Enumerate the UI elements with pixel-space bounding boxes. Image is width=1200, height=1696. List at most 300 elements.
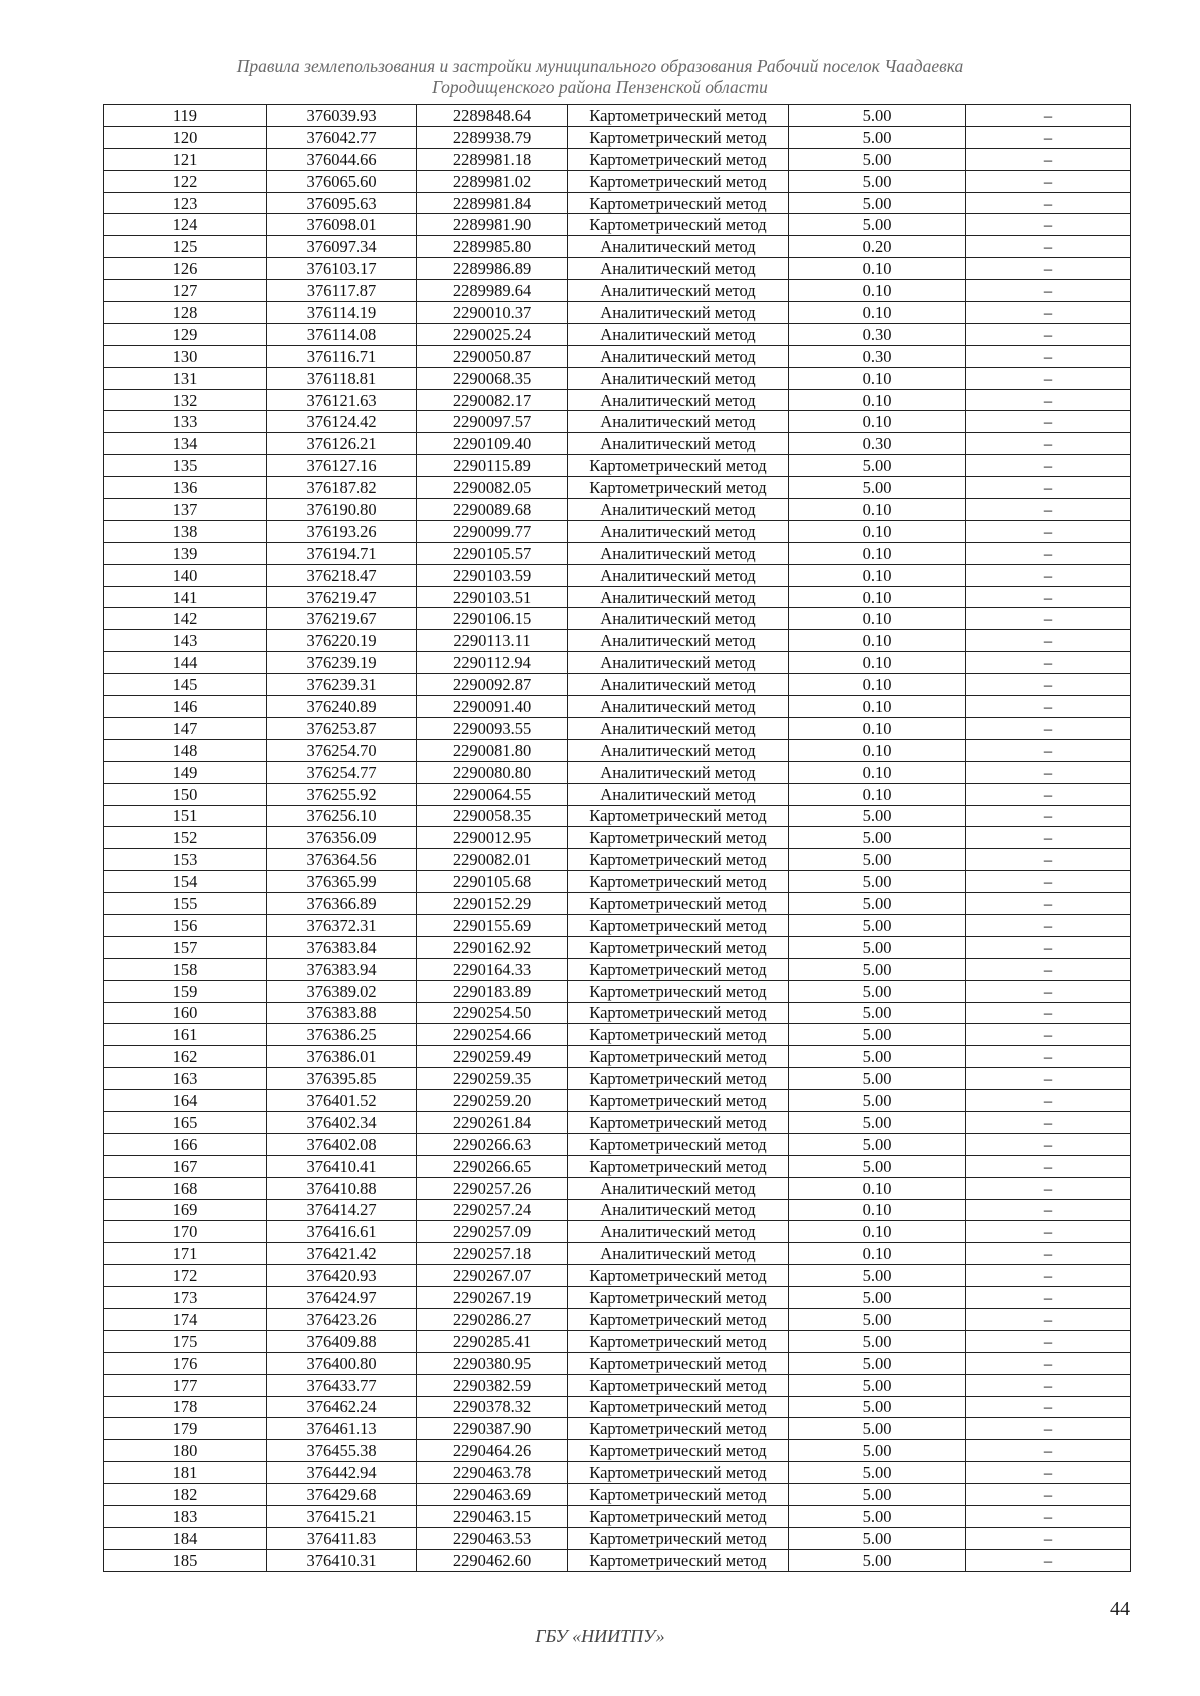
method-cell: Картометрический метод — [568, 1308, 789, 1330]
accuracy-cell: 5.00 — [789, 1308, 966, 1330]
accuracy-cell: 0.10 — [789, 696, 966, 718]
accuracy-cell: 5.00 — [789, 1506, 966, 1528]
point-number-cell: 182 — [104, 1484, 267, 1506]
y-coordinate-cell: 2290113.11 — [417, 630, 568, 652]
table-row — [104, 1462, 1131, 1484]
x-coordinate-cell: 376065.60 — [267, 170, 417, 192]
accuracy-cell: 5.00 — [789, 827, 966, 849]
accuracy-cell: 5.00 — [789, 1090, 966, 1112]
y-coordinate-cell: 2290162.92 — [417, 936, 568, 958]
accuracy-cell: 5.00 — [789, 1374, 966, 1396]
x-coordinate-cell: 376117.87 — [267, 280, 417, 302]
remark-cell: – — [966, 455, 1131, 477]
point-number-cell: 172 — [104, 1265, 267, 1287]
x-coordinate-cell: 376366.89 — [267, 893, 417, 915]
x-coordinate-cell: 376386.25 — [267, 1024, 417, 1046]
point-number-cell: 161 — [104, 1024, 267, 1046]
remark-cell: – — [966, 1418, 1131, 1440]
remark-cell: – — [966, 1002, 1131, 1024]
y-coordinate-cell: 2290099.77 — [417, 520, 568, 542]
remark-cell: – — [966, 411, 1131, 433]
method-cell: Аналитический метод — [568, 1199, 789, 1221]
table-row — [104, 1527, 1131, 1549]
y-coordinate-cell: 2290285.41 — [417, 1330, 568, 1352]
x-coordinate-cell: 376256.10 — [267, 805, 417, 827]
point-number-cell: 142 — [104, 608, 267, 630]
remark-cell: – — [966, 1440, 1131, 1462]
remark-cell: – — [966, 1287, 1131, 1309]
x-coordinate-cell: 376421.42 — [267, 1243, 417, 1265]
x-coordinate-cell: 376187.82 — [267, 477, 417, 499]
table-row — [104, 1243, 1131, 1265]
page-number: 44 — [1110, 1598, 1130, 1620]
y-coordinate-cell: 2290103.51 — [417, 586, 568, 608]
remark-cell: – — [966, 126, 1131, 148]
accuracy-cell: 0.10 — [789, 280, 966, 302]
table-row — [104, 805, 1131, 827]
method-cell: Аналитический метод — [568, 608, 789, 630]
method-cell: Картометрический метод — [568, 827, 789, 849]
y-coordinate-cell: 2289981.18 — [417, 148, 568, 170]
method-cell: Картометрический метод — [568, 980, 789, 1002]
y-coordinate-cell: 2290254.66 — [417, 1024, 568, 1046]
y-coordinate-cell: 2290091.40 — [417, 696, 568, 718]
method-cell: Картометрический метод — [568, 455, 789, 477]
method-cell: Аналитический метод — [568, 630, 789, 652]
x-coordinate-cell: 376401.52 — [267, 1090, 417, 1112]
remark-cell: – — [966, 323, 1131, 345]
x-coordinate-cell: 376219.47 — [267, 586, 417, 608]
accuracy-cell: 5.00 — [789, 958, 966, 980]
accuracy-cell: 0.30 — [789, 433, 966, 455]
table-row — [104, 433, 1131, 455]
method-cell: Аналитический метод — [568, 717, 789, 739]
x-coordinate-cell: 376395.85 — [267, 1068, 417, 1090]
point-number-cell: 157 — [104, 936, 267, 958]
y-coordinate-cell: 2290463.15 — [417, 1506, 568, 1528]
y-coordinate-cell: 2290068.35 — [417, 367, 568, 389]
accuracy-cell: 5.00 — [789, 805, 966, 827]
point-number-cell: 180 — [104, 1440, 267, 1462]
method-cell: Аналитический метод — [568, 236, 789, 258]
accuracy-cell: 0.10 — [789, 1177, 966, 1199]
y-coordinate-cell: 2290082.05 — [417, 477, 568, 499]
remark-cell: – — [966, 1111, 1131, 1133]
x-coordinate-cell: 376386.01 — [267, 1046, 417, 1068]
method-cell: Картометрический метод — [568, 805, 789, 827]
x-coordinate-cell: 376116.71 — [267, 345, 417, 367]
point-number-cell: 128 — [104, 302, 267, 324]
accuracy-cell: 0.10 — [789, 499, 966, 521]
accuracy-cell: 0.10 — [789, 717, 966, 739]
point-number-cell: 174 — [104, 1308, 267, 1330]
method-cell: Картометрический метод — [568, 1418, 789, 1440]
table-row — [104, 499, 1131, 521]
table-row — [104, 1287, 1131, 1309]
method-cell: Аналитический метод — [568, 389, 789, 411]
table-row — [104, 1440, 1131, 1462]
remark-cell: – — [966, 696, 1131, 718]
accuracy-cell: 0.30 — [789, 345, 966, 367]
document-header — [100, 56, 1100, 98]
y-coordinate-cell: 2290155.69 — [417, 914, 568, 936]
x-coordinate-cell: 376423.26 — [267, 1308, 417, 1330]
accuracy-cell: 5.00 — [789, 893, 966, 915]
remark-cell: – — [966, 520, 1131, 542]
table-row — [104, 148, 1131, 170]
point-number-cell: 119 — [104, 105, 267, 127]
remark-cell: – — [966, 1068, 1131, 1090]
remark-cell: – — [966, 914, 1131, 936]
x-coordinate-cell: 376433.77 — [267, 1374, 417, 1396]
point-number-cell: 134 — [104, 433, 267, 455]
method-cell: Картометрический метод — [568, 893, 789, 915]
method-cell: Картометрический метод — [568, 1090, 789, 1112]
point-number-cell: 171 — [104, 1243, 267, 1265]
remark-cell: – — [966, 893, 1131, 915]
point-number-cell: 179 — [104, 1418, 267, 1440]
table-row — [104, 170, 1131, 192]
x-coordinate-cell: 376420.93 — [267, 1265, 417, 1287]
point-number-cell: 126 — [104, 258, 267, 280]
point-number-cell: 158 — [104, 958, 267, 980]
y-coordinate-cell: 2289981.90 — [417, 214, 568, 236]
y-coordinate-cell: 2290463.53 — [417, 1527, 568, 1549]
y-coordinate-cell: 2290462.60 — [417, 1549, 568, 1571]
accuracy-cell: 0.10 — [789, 630, 966, 652]
x-coordinate-cell: 376410.88 — [267, 1177, 417, 1199]
remark-cell: – — [966, 499, 1131, 521]
x-coordinate-cell: 376411.83 — [267, 1527, 417, 1549]
table-row — [104, 1068, 1131, 1090]
remark-cell: – — [966, 389, 1131, 411]
accuracy-cell: 0.10 — [789, 564, 966, 586]
table-row — [104, 696, 1131, 718]
point-number-cell: 160 — [104, 1002, 267, 1024]
y-coordinate-cell: 2290105.57 — [417, 542, 568, 564]
table-row — [104, 630, 1131, 652]
table-row — [104, 1155, 1131, 1177]
point-number-cell: 120 — [104, 126, 267, 148]
remark-cell: – — [966, 1352, 1131, 1374]
point-number-cell: 156 — [104, 914, 267, 936]
method-cell: Картометрический метод — [568, 1133, 789, 1155]
x-coordinate-cell: 376461.13 — [267, 1418, 417, 1440]
x-coordinate-cell: 376254.77 — [267, 761, 417, 783]
y-coordinate-cell: 2290387.90 — [417, 1418, 568, 1440]
table-row — [104, 1352, 1131, 1374]
accuracy-cell: 0.10 — [789, 608, 966, 630]
accuracy-cell: 0.10 — [789, 258, 966, 280]
table-row — [104, 936, 1131, 958]
table-row — [104, 849, 1131, 871]
method-cell: Аналитический метод — [568, 258, 789, 280]
table-row — [104, 1418, 1131, 1440]
method-cell: Картометрический метод — [568, 1440, 789, 1462]
table-row — [104, 893, 1131, 915]
point-number-cell: 140 — [104, 564, 267, 586]
y-coordinate-cell: 2290257.18 — [417, 1243, 568, 1265]
x-coordinate-cell: 376414.27 — [267, 1199, 417, 1221]
accuracy-cell: 5.00 — [789, 1046, 966, 1068]
point-number-cell: 129 — [104, 323, 267, 345]
remark-cell: – — [966, 761, 1131, 783]
table-row — [104, 717, 1131, 739]
accuracy-cell: 0.10 — [789, 520, 966, 542]
accuracy-cell: 5.00 — [789, 1133, 966, 1155]
table-row — [104, 1024, 1131, 1046]
x-coordinate-cell: 376194.71 — [267, 542, 417, 564]
y-coordinate-cell: 2290259.35 — [417, 1068, 568, 1090]
x-coordinate-cell: 376356.09 — [267, 827, 417, 849]
method-cell: Картометрический метод — [568, 1484, 789, 1506]
x-coordinate-cell: 376127.16 — [267, 455, 417, 477]
table-row — [104, 827, 1131, 849]
remark-cell: – — [966, 1265, 1131, 1287]
table-row — [104, 1374, 1131, 1396]
x-coordinate-cell: 376365.99 — [267, 871, 417, 893]
x-coordinate-cell: 376240.89 — [267, 696, 417, 718]
method-cell: Аналитический метод — [568, 367, 789, 389]
method-cell: Картометрический метод — [568, 936, 789, 958]
accuracy-cell: 5.00 — [789, 1024, 966, 1046]
table-row — [104, 302, 1131, 324]
x-coordinate-cell: 376044.66 — [267, 148, 417, 170]
accuracy-cell: 5.00 — [789, 871, 966, 893]
table-row — [104, 345, 1131, 367]
y-coordinate-cell: 2290286.27 — [417, 1308, 568, 1330]
method-cell: Картометрический метод — [568, 1352, 789, 1374]
table-row — [104, 761, 1131, 783]
table-row — [104, 477, 1131, 499]
table-row — [104, 455, 1131, 477]
remark-cell: – — [966, 674, 1131, 696]
point-number-cell: 159 — [104, 980, 267, 1002]
accuracy-cell: 0.10 — [789, 783, 966, 805]
remark-cell: – — [966, 477, 1131, 499]
remark-cell: – — [966, 1243, 1131, 1265]
table-row — [104, 411, 1131, 433]
method-cell: Аналитический метод — [568, 520, 789, 542]
y-coordinate-cell: 2290257.24 — [417, 1199, 568, 1221]
point-number-cell: 145 — [104, 674, 267, 696]
remark-cell: – — [966, 739, 1131, 761]
table-row — [104, 739, 1131, 761]
point-number-cell: 146 — [104, 696, 267, 718]
x-coordinate-cell: 376383.84 — [267, 936, 417, 958]
method-cell: Аналитический метод — [568, 1177, 789, 1199]
x-coordinate-cell: 376424.97 — [267, 1287, 417, 1309]
accuracy-cell: 5.00 — [789, 214, 966, 236]
method-cell: Картометрический метод — [568, 1068, 789, 1090]
table-row — [104, 1046, 1131, 1068]
accuracy-cell: 0.20 — [789, 236, 966, 258]
remark-cell: – — [966, 1221, 1131, 1243]
accuracy-cell: 0.10 — [789, 1199, 966, 1221]
document-footer: ГБУ «НИИТПУ» — [535, 1626, 665, 1646]
method-cell: Картометрический метод — [568, 1024, 789, 1046]
x-coordinate-cell: 376462.24 — [267, 1396, 417, 1418]
remark-cell: – — [966, 1549, 1131, 1571]
remark-cell: – — [966, 958, 1131, 980]
y-coordinate-cell: 2289848.64 — [417, 105, 568, 127]
y-coordinate-cell: 2290152.29 — [417, 893, 568, 915]
point-number-cell: 173 — [104, 1287, 267, 1309]
point-number-cell: 154 — [104, 871, 267, 893]
table-row — [104, 192, 1131, 214]
table-row — [104, 980, 1131, 1002]
x-coordinate-cell: 376389.02 — [267, 980, 417, 1002]
remark-cell: – — [966, 214, 1131, 236]
method-cell: Аналитический метод — [568, 411, 789, 433]
x-coordinate-cell: 376400.80 — [267, 1352, 417, 1374]
remark-cell: – — [966, 1527, 1131, 1549]
y-coordinate-cell: 2290064.55 — [417, 783, 568, 805]
accuracy-cell: 5.00 — [789, 1002, 966, 1024]
x-coordinate-cell: 376409.88 — [267, 1330, 417, 1352]
accuracy-cell: 0.10 — [789, 674, 966, 696]
method-cell: Аналитический метод — [568, 674, 789, 696]
point-number-cell: 144 — [104, 652, 267, 674]
y-coordinate-cell: 2290081.80 — [417, 739, 568, 761]
x-coordinate-cell: 376402.34 — [267, 1111, 417, 1133]
method-cell: Аналитический метод — [568, 739, 789, 761]
remark-cell: – — [966, 936, 1131, 958]
x-coordinate-cell: 376095.63 — [267, 192, 417, 214]
y-coordinate-cell: 2290464.26 — [417, 1440, 568, 1462]
point-number-cell: 162 — [104, 1046, 267, 1068]
method-cell: Картометрический метод — [568, 1506, 789, 1528]
table-row — [104, 258, 1131, 280]
method-cell: Картометрический метод — [568, 1111, 789, 1133]
table-row — [104, 586, 1131, 608]
table-row — [104, 542, 1131, 564]
point-number-cell: 167 — [104, 1155, 267, 1177]
remark-cell: – — [966, 1330, 1131, 1352]
x-coordinate-cell: 376383.88 — [267, 1002, 417, 1024]
remark-cell: – — [966, 849, 1131, 871]
table-row — [104, 105, 1131, 127]
accuracy-cell: 5.00 — [789, 126, 966, 148]
method-cell: Картометрический метод — [568, 1374, 789, 1396]
accuracy-cell: 5.00 — [789, 170, 966, 192]
accuracy-cell: 0.10 — [789, 542, 966, 564]
table-row — [104, 1002, 1131, 1024]
remark-cell: – — [966, 1484, 1131, 1506]
remark-cell: – — [966, 280, 1131, 302]
y-coordinate-cell: 2290105.68 — [417, 871, 568, 893]
method-cell: Аналитический метод — [568, 302, 789, 324]
accuracy-cell: 5.00 — [789, 936, 966, 958]
point-number-cell: 170 — [104, 1221, 267, 1243]
x-coordinate-cell: 376239.31 — [267, 674, 417, 696]
method-cell: Аналитический метод — [568, 696, 789, 718]
point-number-cell: 184 — [104, 1527, 267, 1549]
table-row — [104, 608, 1131, 630]
method-cell: Картометрический метод — [568, 1527, 789, 1549]
x-coordinate-cell: 376410.31 — [267, 1549, 417, 1571]
accuracy-cell: 5.00 — [789, 1352, 966, 1374]
x-coordinate-cell: 376097.34 — [267, 236, 417, 258]
accuracy-cell: 5.00 — [789, 849, 966, 871]
remark-cell: – — [966, 586, 1131, 608]
point-number-cell: 133 — [104, 411, 267, 433]
y-coordinate-cell: 2290380.95 — [417, 1352, 568, 1374]
point-number-cell: 168 — [104, 1177, 267, 1199]
point-number-cell: 148 — [104, 739, 267, 761]
y-coordinate-cell: 2289981.02 — [417, 170, 568, 192]
remark-cell: – — [966, 1046, 1131, 1068]
accuracy-cell: 5.00 — [789, 1462, 966, 1484]
method-cell: Картометрический метод — [568, 958, 789, 980]
x-coordinate-cell: 376239.19 — [267, 652, 417, 674]
y-coordinate-cell: 2290103.59 — [417, 564, 568, 586]
table-row — [104, 520, 1131, 542]
remark-cell: – — [966, 1308, 1131, 1330]
point-number-cell: 132 — [104, 389, 267, 411]
y-coordinate-cell: 2290109.40 — [417, 433, 568, 455]
x-coordinate-cell: 376190.80 — [267, 499, 417, 521]
accuracy-cell: 0.10 — [789, 652, 966, 674]
method-cell: Картометрический метод — [568, 105, 789, 127]
remark-cell: – — [966, 630, 1131, 652]
remark-cell: – — [966, 980, 1131, 1002]
x-coordinate-cell: 376383.94 — [267, 958, 417, 980]
remark-cell: – — [966, 717, 1131, 739]
y-coordinate-cell: 2290164.33 — [417, 958, 568, 980]
accuracy-cell: 0.10 — [789, 739, 966, 761]
accuracy-cell: 5.00 — [789, 1330, 966, 1352]
point-number-cell: 127 — [104, 280, 267, 302]
y-coordinate-cell: 2290267.19 — [417, 1287, 568, 1309]
y-coordinate-cell: 2290261.84 — [417, 1111, 568, 1133]
accuracy-cell: 5.00 — [789, 1527, 966, 1549]
remark-cell: – — [966, 871, 1131, 893]
point-number-cell: 152 — [104, 827, 267, 849]
method-cell: Картометрический метод — [568, 871, 789, 893]
accuracy-cell: 5.00 — [789, 1396, 966, 1418]
point-number-cell: 141 — [104, 586, 267, 608]
y-coordinate-cell: 2290257.09 — [417, 1221, 568, 1243]
y-coordinate-cell: 2290254.50 — [417, 1002, 568, 1024]
point-number-cell: 178 — [104, 1396, 267, 1418]
table-row — [104, 1484, 1131, 1506]
y-coordinate-cell: 2290266.63 — [417, 1133, 568, 1155]
method-cell: Картометрический метод — [568, 214, 789, 236]
table-row — [104, 1090, 1131, 1112]
method-cell: Картометрический метод — [568, 477, 789, 499]
table-row — [104, 1308, 1131, 1330]
table-row — [104, 958, 1131, 980]
y-coordinate-cell: 2290378.32 — [417, 1396, 568, 1418]
point-number-cell: 121 — [104, 148, 267, 170]
remark-cell: – — [966, 1155, 1131, 1177]
accuracy-cell: 0.10 — [789, 411, 966, 433]
method-cell: Аналитический метод — [568, 1221, 789, 1243]
point-number-cell: 165 — [104, 1111, 267, 1133]
remark-cell: – — [966, 345, 1131, 367]
point-number-cell: 163 — [104, 1068, 267, 1090]
y-coordinate-cell: 2290097.57 — [417, 411, 568, 433]
remark-cell: – — [966, 302, 1131, 324]
method-cell: Картометрический метод — [568, 1002, 789, 1024]
point-number-cell: 155 — [104, 893, 267, 915]
method-cell: Аналитический метод — [568, 783, 789, 805]
remark-cell: – — [966, 170, 1131, 192]
accuracy-cell: 0.10 — [789, 1243, 966, 1265]
x-coordinate-cell: 376410.41 — [267, 1155, 417, 1177]
x-coordinate-cell: 376254.70 — [267, 739, 417, 761]
